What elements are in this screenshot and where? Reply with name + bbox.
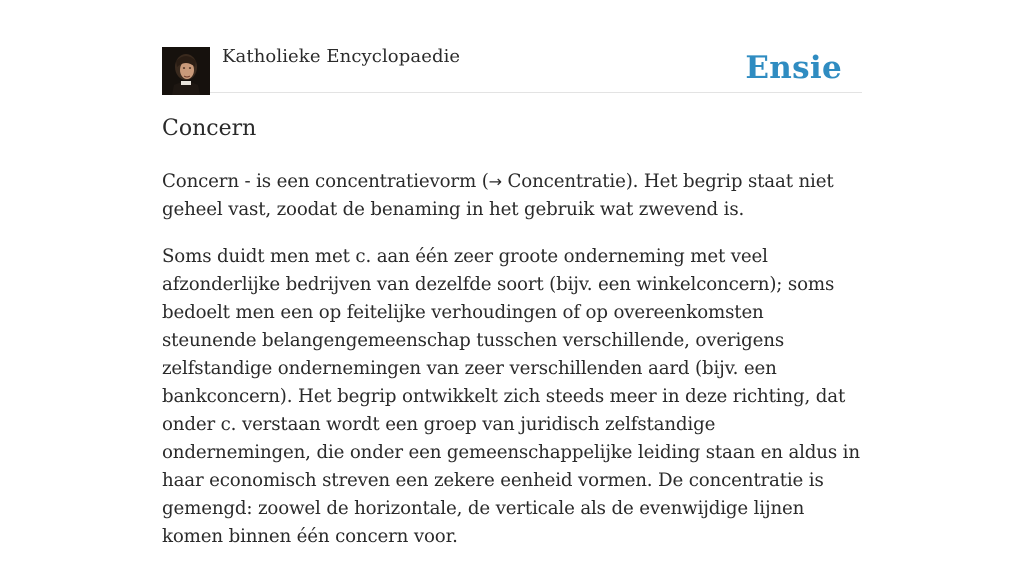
article-body	[162, 168, 862, 570]
article-title: Concern	[162, 116, 257, 141]
paragraph-2: Soms duidt men met c. aan één zeer groote onderneming met veel afzonderlijke bedrijven van dezelfde soort (bijv. een winkelconcern); soms bedoelt men een op feitelijke verhoudingen of op overeenkomsten steunende belangengemeenschap tusschen verschillende, overigens zelfstandige ondernemingen van zeer verschillenden aard (bijv. een bankconcern). Het begrip ontwikkelt zich steeds meer in deze richting, dat onder c. verstaan wordt een groep van juridisch zelfstandige ondernemingen, die onder een gemeenschappelijke leiding staan en aldus in haar economisch streven een zekere eenheid vormen. De concentratie is gemengd: zoowel de horizontale, de verticale als de evenwijdige lijnen komen binnen één concern voor.	[162, 246, 860, 547]
portrait-icon	[162, 47, 210, 95]
paragraph-1	[162, 168, 862, 224]
source-name[interactable]: Katholieke Encyclopaedie	[222, 46, 461, 67]
paragraph-1-rest: Concentratie). Het begrip staat niet geheel vast, zoodat de benaming in het gebruik wat zwevend is.	[162, 171, 834, 220]
header	[162, 0, 862, 93]
paragraph-1-intro: Concern - is een concentratievorm (	[162, 171, 489, 192]
article-page	[162, 0, 862, 547]
avatar[interactable]	[162, 47, 210, 95]
arrow-right-icon: →	[488, 172, 502, 191]
brand-logo[interactable]: Ensie	[745, 50, 842, 86]
